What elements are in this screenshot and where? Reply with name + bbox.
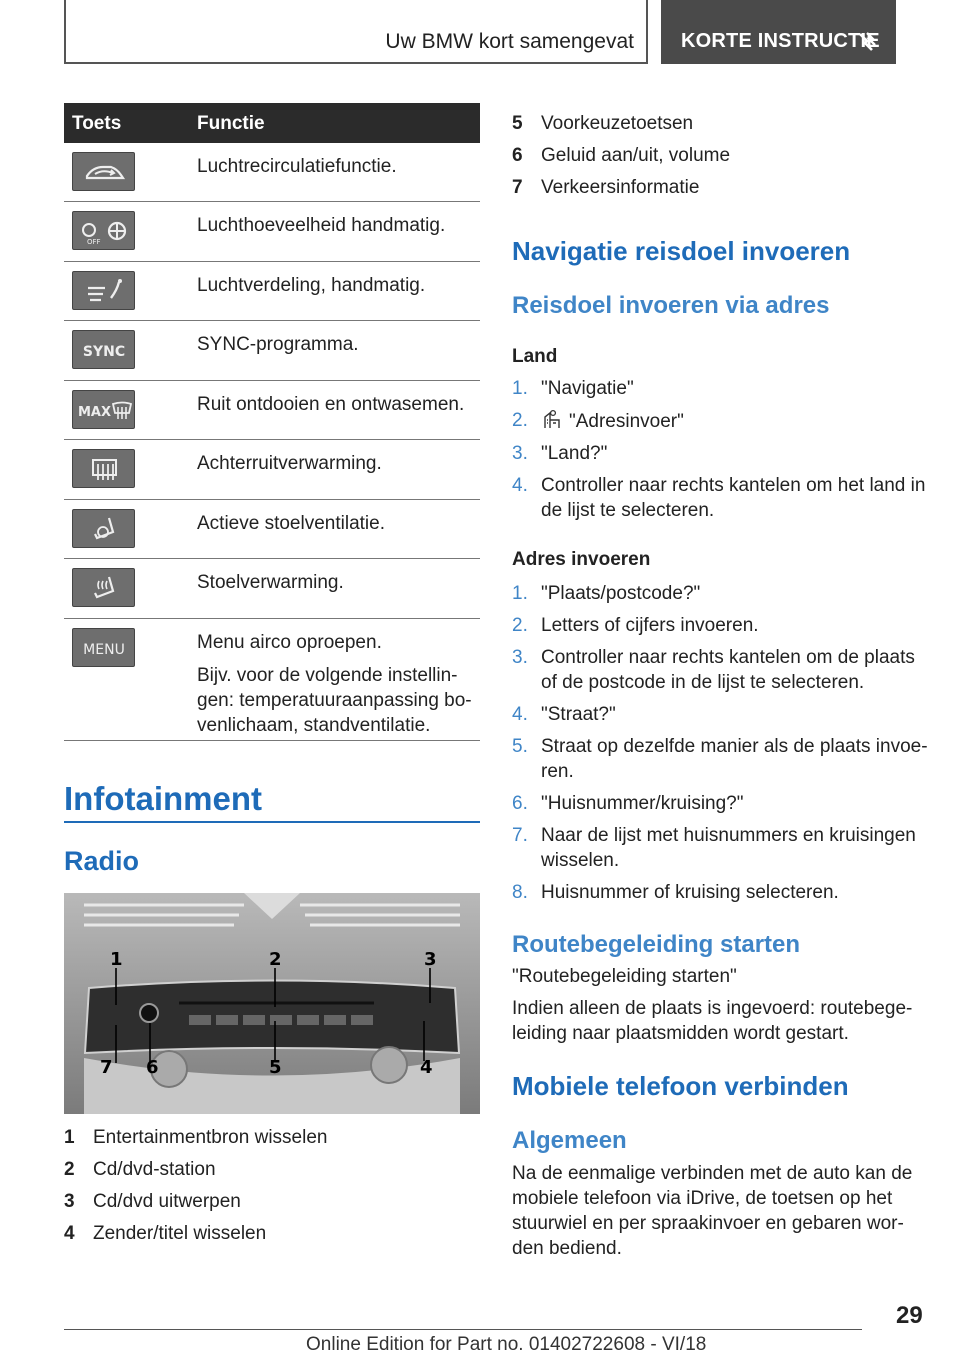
list-item: 4. "Straat?" [512, 704, 616, 725]
header-section-title: Uw BMW kort samengevat [385, 30, 634, 53]
table-row [64, 381, 480, 440]
table-row-desc-extra: Bijv. voor de volgende instellin-gen: temperatuuraanpassing bo-venlichaam, standventilatie. [197, 665, 472, 736]
header-chapter [661, 0, 896, 64]
table-row [64, 202, 480, 262]
air-recirculation-button-icon [72, 152, 135, 191]
list-item: 1. "Plaats/postcode?" [512, 583, 701, 604]
list-item: 2 Cd/dvd-station [64, 1159, 216, 1180]
climate-button-table [64, 103, 480, 741]
rear-defrost-button-icon [72, 449, 135, 488]
list-item: 6. "Huisnummer/kruising?" [512, 793, 744, 814]
table-row [64, 500, 480, 559]
fan-off-button-icon [72, 211, 135, 250]
table-row-desc: Stoelverwarming. [197, 572, 344, 593]
sync-button-icon [72, 330, 135, 369]
table-row [64, 262, 480, 321]
radio-heading: Radio [64, 846, 140, 876]
menu-button-icon [72, 628, 135, 667]
header-section [64, 0, 648, 64]
figure-label: 4 [420, 1057, 433, 1078]
table-header-key: Toets [72, 113, 122, 134]
table-row-desc [197, 619, 480, 738]
footer-edition-text: Online Edition for Part no. 01402722608 - VI/18 [306, 1334, 707, 1355]
table-row-desc: Ruit ontdooien en ontwasemen. [197, 394, 465, 415]
table-row [64, 559, 480, 619]
footer-edition [306, 1334, 706, 1356]
figure-label: 3 [424, 949, 437, 970]
list-item: 7. Naar de lijst met huisnummers en kruisingen wisselen. [512, 825, 916, 871]
svg-text:MENU: MENU [83, 642, 125, 658]
svg-text:MAX: MAX [78, 405, 112, 420]
guidance-text: Indien alleen de plaats is ingevoerd: routebege-leiding naar plaatsmidden wordt gestart. [512, 998, 913, 1044]
list-item: 5 Voorkeuzetoetsen [512, 113, 694, 134]
guidance-quote: "Routebegeleiding starten" [512, 966, 737, 987]
table-row-desc: Actieve stoelventilatie. [197, 513, 385, 534]
page-number: 29 [896, 1302, 923, 1329]
address-label: Adres invoeren [512, 549, 651, 570]
table-row [64, 440, 480, 500]
list-item: 3. Controller naar rechts kantelen om de plaats of de postcode in de lijst te selecteren. [512, 647, 915, 693]
list-item: 3. "Land?" [512, 443, 608, 464]
table-row-desc: SYNC-programma. [197, 334, 359, 355]
max-defrost-button-icon [72, 390, 135, 429]
table-row [64, 143, 480, 202]
radio-panel-image [64, 893, 480, 1114]
phone-subheading: Algemeen [512, 1127, 627, 1154]
footer-divider [64, 1329, 862, 1330]
table-row-desc: Achterruitverwarming. [197, 453, 382, 474]
svg-text:SYNC: SYNC [82, 344, 126, 360]
list-item: 2. Letters of cijfers invoeren. [512, 615, 759, 636]
table-row [64, 619, 480, 741]
header-chapter-title: KORTE INSTRUCTIE [681, 30, 880, 52]
svg-text:OFF: OFF [87, 238, 101, 246]
list-item: 2. "Adresinvoer" [512, 410, 684, 432]
table-row-desc: Luchtverdeling, handmatig. [197, 275, 426, 296]
table-row-desc: Luchtrecirculatiefunctie. [197, 156, 397, 177]
land-label: Land [512, 346, 558, 367]
address-subheading: Reisdoel invoeren via adres [512, 292, 830, 319]
address-steps [512, 581, 932, 912]
infotainment-heading: Infotainment [64, 780, 262, 817]
list-item: 1. "Navigatie" [512, 378, 634, 399]
phone-text: Na de eenmalige verbinden met de auto kan de mobiele telefoon via iDrive, de toetsen op het stuurwiel en per spraakinvoer en gebaren wor-den bediend. [512, 1163, 913, 1259]
phone-heading: Mobiele telefoon verbinden [512, 1071, 849, 1101]
guidance-subheading: Routebegeleiding starten [512, 931, 801, 958]
table-row [64, 321, 480, 381]
list-item: 8. Huisnummer of kruising selecteren. [512, 882, 839, 903]
list-item: 4 Zender/titel wisselen [64, 1223, 267, 1244]
table-row-desc-line: Menu airco oproepen. [197, 632, 382, 653]
table-header-function: Functie [197, 113, 265, 134]
list-item: 1 Entertainmentbron wisselen [64, 1127, 328, 1148]
land-steps [512, 376, 932, 530]
heading-divider [64, 821, 480, 823]
radio-legend-list-left [64, 1126, 480, 1254]
radio-legend-list-right [512, 112, 932, 208]
navigation-heading: Navigatie reisdoel invoeren [512, 236, 851, 266]
seat-ventilation-button-icon [72, 509, 135, 548]
figure-label: 1 [110, 949, 123, 970]
table-row-desc: Luchthoeveelheid handmatig. [197, 215, 446, 236]
lightning-icon [857, 30, 883, 52]
figure-label: 2 [269, 949, 282, 970]
figure-label: 6 [146, 1057, 159, 1078]
list-item: 6 Geluid aan/uit, volume [512, 145, 731, 166]
table-header [64, 103, 480, 143]
address-entry-icon [541, 408, 563, 430]
list-item: 3 Cd/dvd uitwerpen [64, 1191, 241, 1212]
list-item: 4. Controller naar rechts kantelen om het land in de lijst te selecteren. [512, 475, 926, 521]
figure-label: 7 [100, 1057, 113, 1078]
list-item: 5. Straat op dezelfde manier als de plaats invoe-ren. [512, 736, 928, 782]
list-item: 7 Verkeersinformatie [512, 177, 700, 198]
figure-label: 5 [269, 1057, 282, 1078]
seat-heating-button-icon [72, 568, 135, 607]
air-distribution-button-icon [72, 271, 135, 310]
